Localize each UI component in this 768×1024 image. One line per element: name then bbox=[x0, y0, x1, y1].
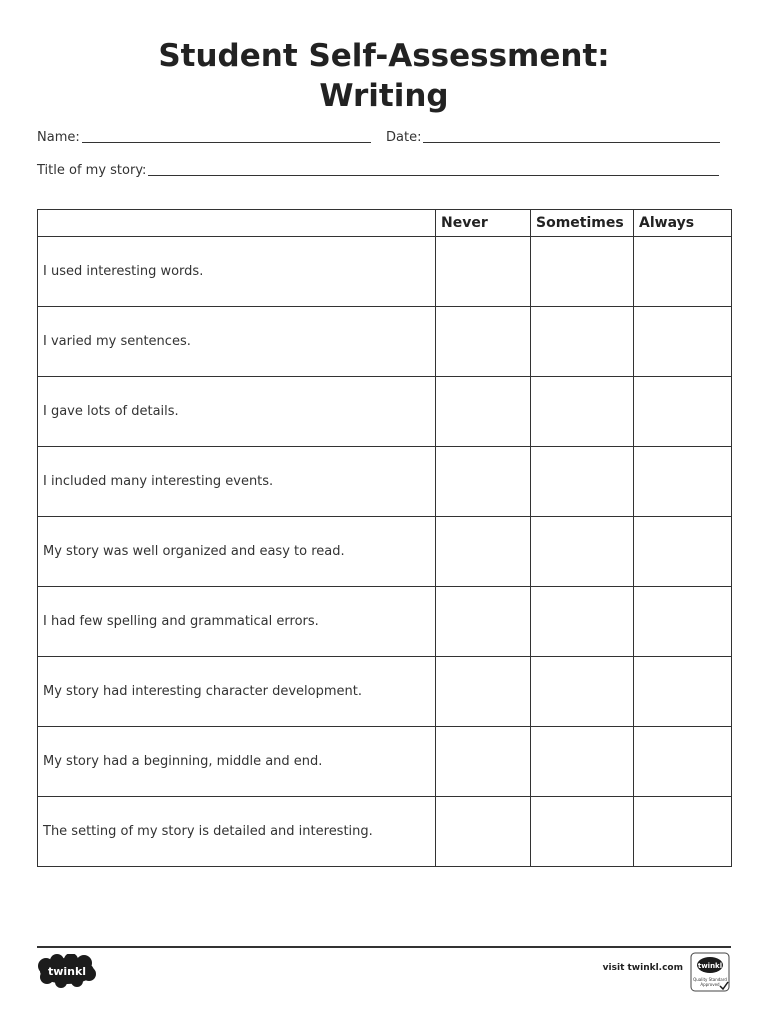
logo-text: twinkl bbox=[47, 965, 87, 978]
story-title-label: Title of my story: bbox=[37, 163, 147, 178]
never-checkbox-cell[interactable] bbox=[436, 657, 531, 727]
always-checkbox-cell[interactable] bbox=[634, 447, 732, 517]
visit-link[interactable]: visit twinkl.com bbox=[602, 963, 683, 973]
badge-line-2: Approved bbox=[700, 982, 720, 987]
never-checkbox-cell[interactable] bbox=[436, 377, 531, 447]
statement-cell: I used interesting words. bbox=[38, 237, 436, 307]
table-row bbox=[38, 307, 732, 377]
sometimes-checkbox-cell[interactable] bbox=[531, 797, 634, 867]
never-checkbox-cell[interactable] bbox=[436, 517, 531, 587]
sometimes-checkbox-cell[interactable] bbox=[531, 657, 634, 727]
name-label: Name: bbox=[37, 130, 80, 145]
sometimes-checkbox-cell[interactable] bbox=[531, 727, 634, 797]
header-empty-cell bbox=[38, 210, 436, 237]
name-write-line[interactable] bbox=[82, 128, 371, 143]
statement-cell: My story had a beginning, middle and end. bbox=[38, 727, 436, 797]
table-row bbox=[38, 657, 732, 727]
table-row bbox=[38, 727, 732, 797]
badge-logo-text: twinkl bbox=[697, 962, 723, 970]
never-checkbox-cell[interactable] bbox=[436, 307, 531, 377]
table-header-row bbox=[38, 210, 732, 237]
page-title-line-1: Student Self-Assessment: bbox=[158, 38, 610, 74]
name-field[interactable] bbox=[37, 128, 371, 145]
badge-line-1: Quality Standard bbox=[693, 977, 727, 982]
always-checkbox-cell[interactable] bbox=[634, 517, 732, 587]
page-title-line-2: Writing bbox=[319, 78, 449, 114]
table-row bbox=[38, 587, 732, 657]
sometimes-checkbox-cell[interactable] bbox=[531, 587, 634, 657]
statement-cell: I included many interesting events. bbox=[38, 447, 436, 517]
sometimes-checkbox-cell[interactable] bbox=[531, 237, 634, 307]
sometimes-checkbox-cell[interactable] bbox=[531, 447, 634, 517]
statement-cell: I varied my sentences. bbox=[38, 307, 436, 377]
table-row bbox=[38, 447, 732, 517]
never-checkbox-cell[interactable] bbox=[436, 587, 531, 657]
always-checkbox-cell[interactable] bbox=[634, 797, 732, 867]
never-checkbox-cell[interactable] bbox=[436, 727, 531, 797]
never-checkbox-cell[interactable] bbox=[436, 447, 531, 517]
sometimes-checkbox-cell[interactable] bbox=[531, 377, 634, 447]
always-checkbox-cell[interactable] bbox=[634, 657, 732, 727]
twinkl-logo-icon bbox=[37, 954, 97, 988]
self-assessment-table bbox=[37, 209, 732, 867]
always-checkbox-cell[interactable] bbox=[634, 307, 732, 377]
never-checkbox-cell[interactable] bbox=[436, 237, 531, 307]
table-row bbox=[38, 377, 732, 447]
header-never: Never bbox=[436, 210, 531, 237]
statement-cell: I gave lots of details. bbox=[38, 377, 436, 447]
never-checkbox-cell[interactable] bbox=[436, 797, 531, 867]
story-title-field[interactable] bbox=[37, 161, 719, 178]
date-field[interactable] bbox=[386, 128, 720, 145]
always-checkbox-cell[interactable] bbox=[634, 587, 732, 657]
always-checkbox-cell[interactable] bbox=[634, 377, 732, 447]
footer-divider bbox=[37, 946, 731, 948]
always-checkbox-cell[interactable] bbox=[634, 237, 732, 307]
header-always: Always bbox=[634, 210, 732, 237]
table-row bbox=[38, 517, 732, 587]
table-row bbox=[38, 797, 732, 867]
date-write-line[interactable] bbox=[423, 128, 720, 143]
statement-cell: My story had interesting character development. bbox=[38, 657, 436, 727]
always-checkbox-cell[interactable] bbox=[634, 727, 732, 797]
header-sometimes: Sometimes bbox=[531, 210, 634, 237]
story-title-write-line[interactable] bbox=[148, 161, 719, 176]
statement-cell: The setting of my story is detailed and interesting. bbox=[38, 797, 436, 867]
statement-cell: My story was well organized and easy to read. bbox=[38, 517, 436, 587]
sometimes-checkbox-cell[interactable] bbox=[531, 307, 634, 377]
sometimes-checkbox-cell[interactable] bbox=[531, 517, 634, 587]
statement-cell: I had few spelling and grammatical errors. bbox=[38, 587, 436, 657]
date-label: Date: bbox=[386, 130, 422, 145]
quality-standard-badge-icon bbox=[690, 952, 730, 992]
table-row bbox=[38, 237, 732, 307]
